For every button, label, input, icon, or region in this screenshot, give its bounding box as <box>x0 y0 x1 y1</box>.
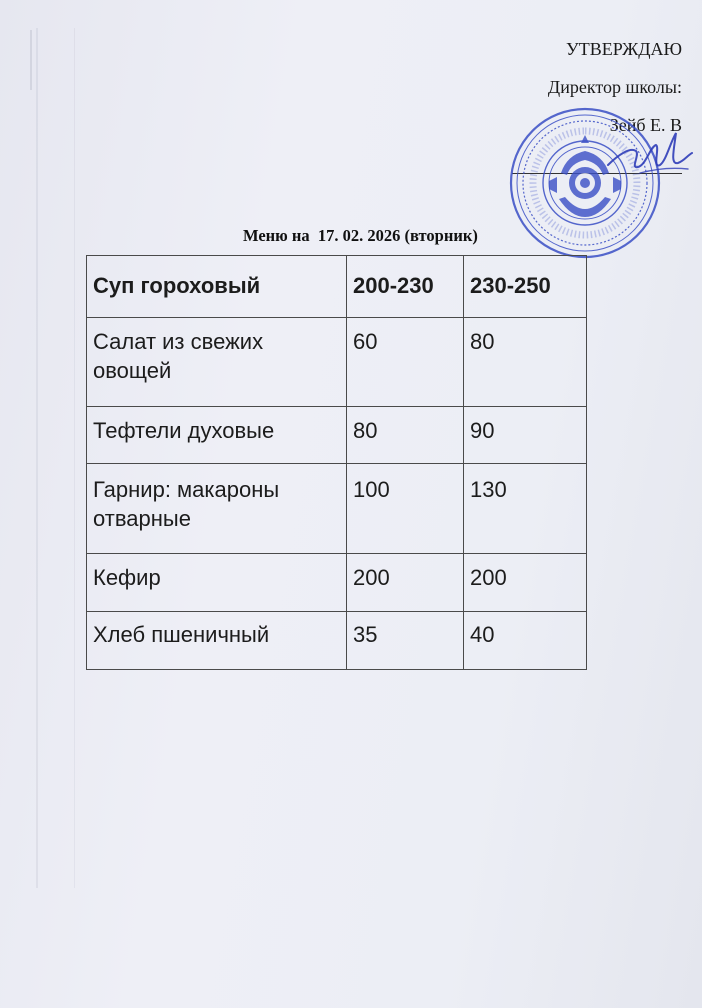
paper-fold-shadow <box>36 28 38 888</box>
paper-margin-shadow <box>74 28 75 888</box>
portion-large-cell: 40 <box>464 612 587 670</box>
table-header-row <box>87 256 587 318</box>
director-signature <box>600 125 695 185</box>
dish-name-cell: Салат из свежих овощей <box>87 318 347 407</box>
portion-large-cell: 130 <box>464 464 587 554</box>
paper-edge-shadow <box>30 30 32 90</box>
approval-position: Директор школы: <box>547 77 682 97</box>
menu-table <box>86 255 587 670</box>
dish-name-cell: Кефир <box>87 554 347 612</box>
dish-name-cell: Хлеб пшеничный <box>87 612 347 670</box>
portion-small-cell: 35 <box>347 612 464 670</box>
portion-small-cell: 200 <box>347 554 464 612</box>
dish-name-cell: Гарнир: макароны отварные <box>87 464 347 554</box>
table-row <box>87 407 587 464</box>
portion-large-cell: 80 <box>464 318 587 407</box>
dish-name-cell: Тефтели духовые <box>87 407 347 464</box>
portion-small-cell: 60 <box>347 318 464 407</box>
portion-large-cell: 200 <box>464 554 587 612</box>
header-cell: Суп гороховый <box>87 256 347 318</box>
header-cell: 200-230 <box>347 256 464 318</box>
table-row <box>87 318 587 407</box>
header-cell: 230-250 <box>464 256 587 318</box>
portion-large-cell: 90 <box>464 407 587 464</box>
menu-title: Меню на 17. 02. 2026 (вторник) <box>243 226 478 245</box>
portion-small-cell: 100 <box>347 464 464 554</box>
approval-heading: УТВЕРЖДАЮ <box>565 39 682 59</box>
table-row <box>87 612 587 670</box>
approval-name: Зейб Е. В <box>609 115 682 135</box>
table-row <box>87 554 587 612</box>
portion-small-cell: 80 <box>347 407 464 464</box>
table-row <box>87 464 587 554</box>
